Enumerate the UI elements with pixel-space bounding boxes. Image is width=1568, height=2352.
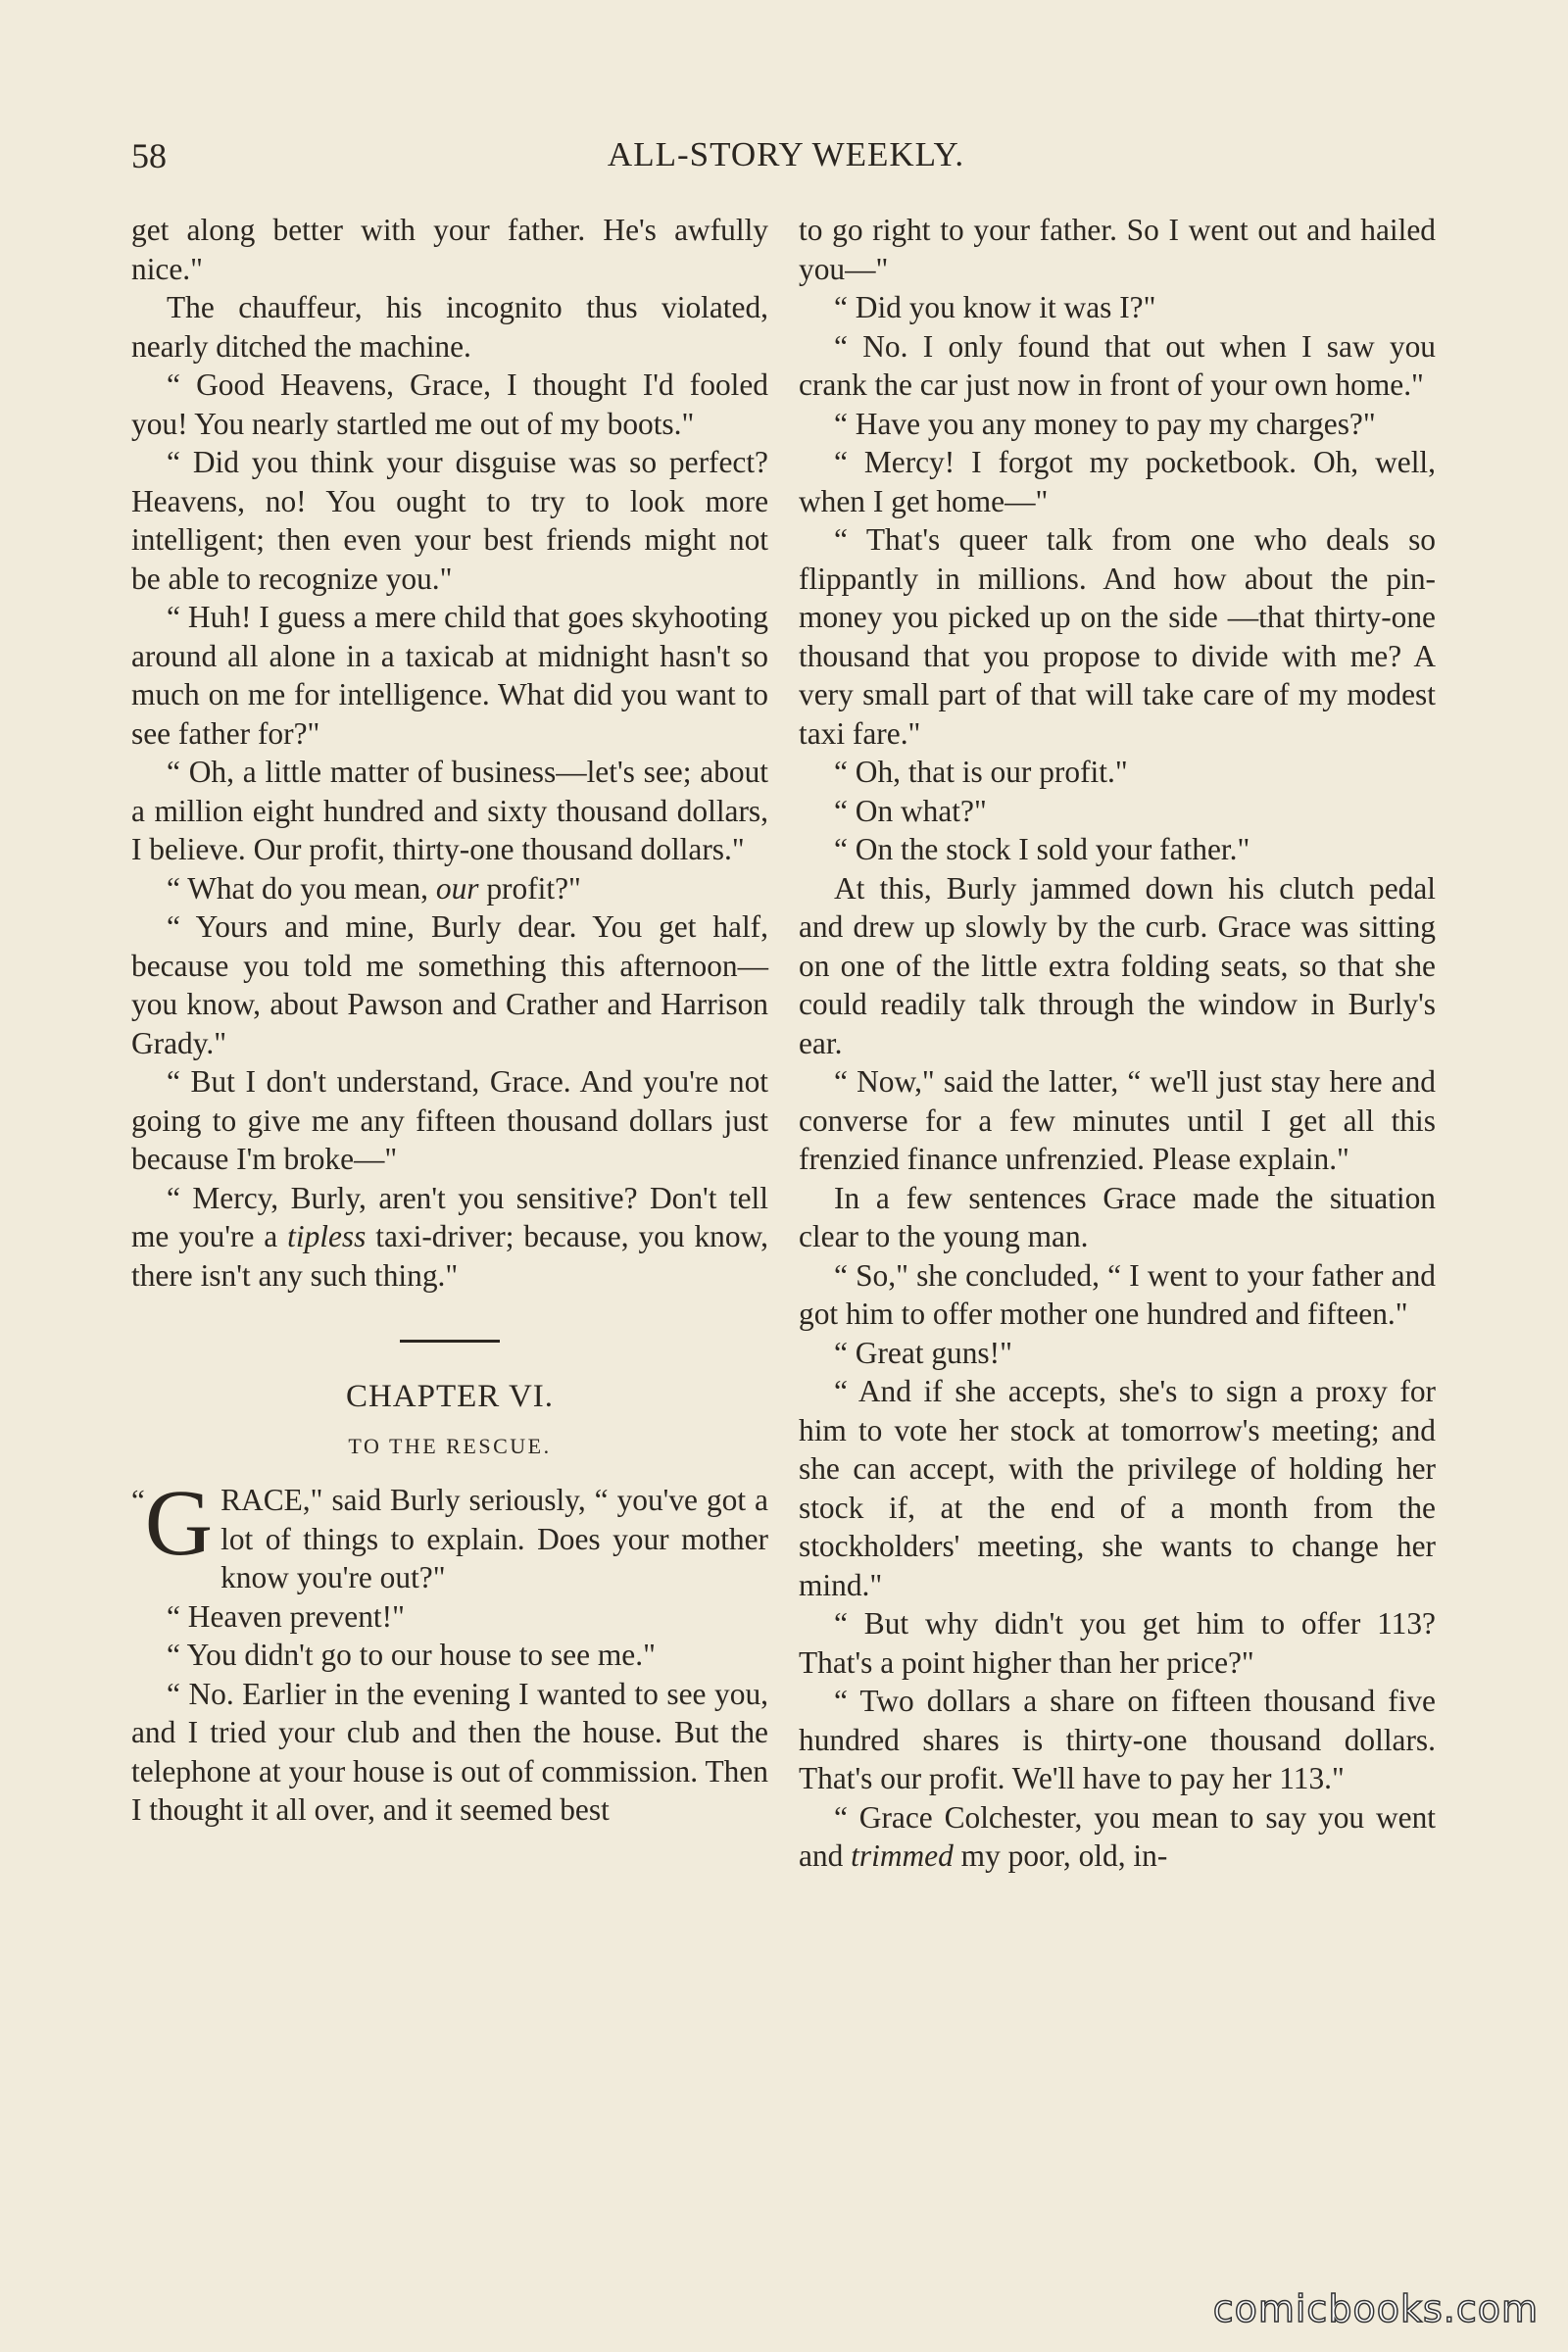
paragraph: “ You didn't go to our house to see me." (167, 1638, 656, 1672)
left-column (131, 211, 768, 1830)
section-divider (400, 1340, 500, 1343)
drop-cap: G (144, 1470, 214, 1575)
paragraph: “ Did you know it was I?" (834, 290, 1156, 324)
running-title: ALL-STORY WEEKLY. (607, 135, 965, 173)
paragraph-text: “ Mercy, Burly, aren't you sensitive? Don't tell me you're a (131, 1180, 768, 1253)
paragraph: “ But why didn't you get him to offer 113? That's a point higher than her price?" (799, 1606, 1436, 1680)
paragraph: “ Yours and mine, Burly dear. You get half, because you told me something this afternoon—you know, about Pawson and Crather and Harrison Grady." (131, 909, 768, 1060)
paragraph (799, 1798, 1436, 1876)
paragraph: “ But I don't understand, Grace. And you're not going to give me any fifteen thousand dollars just because I'm broke—" (131, 1064, 768, 1176)
opening-quote: “ (131, 1483, 145, 1517)
emphasis-text: trimmed (851, 1838, 954, 1873)
paragraph: At this, Burly jammed down his clutch pedal and drew up slowly by the curb. Grace was sitting on one of the little extra folding seats, so that she could readily talk through the window in Burly's ear. (799, 870, 1436, 1060)
paragraph: “ Did you think your disguise was so perfect? Heavens, no! You ought to try to look more intelligent; then even your best friends might not be able to recognize you." (131, 445, 768, 596)
right-column (799, 211, 1436, 1876)
chapter-opening-paragraph (131, 1470, 768, 1597)
paragraph: to go right to your father. So I went out and hailed you—" (799, 213, 1436, 286)
paragraph: “ Mercy! I forgot my pocketbook. Oh, well, when I get home—" (799, 445, 1436, 518)
paragraph: “ Huh! I guess a mere child that goes skyhooting around all alone in a taxicab at midnight hasn't so much on me for intelligence. What did you want to see father for?" (131, 600, 768, 751)
watermark: comicbooks.com (1212, 2287, 1539, 2330)
chapter-subtitle: TO THE RESCUE. (348, 1433, 552, 1458)
chapter-title: CHAPTER VI. (345, 1379, 555, 1414)
paragraph: “ Oh, a little matter of business—let's see; about a million eight hundred and sixty thousand dollars, I believe. Our profit, thirty-one thousand dollars." (131, 755, 768, 866)
paragraph: “ Good Heavens, Grace, I thought I'd fooled you! You nearly startled me out of my boots." (131, 368, 768, 441)
paragraph: “ No. I only found that out when I saw you crank the car just now in front of your own home." (799, 328, 1436, 402)
paragraph: “ Oh, that is our profit." (834, 755, 1128, 789)
paragraph-text: my poor, old, in- (953, 1838, 1168, 1873)
paragraph (131, 869, 768, 908)
paragraph: “ Heaven prevent!" (167, 1598, 405, 1634)
paragraph: “ And if she accepts, she's to sign a proxy for him to vote her stock at tomorrow's meeting; and she can accept, with the privilege of holding her stock if, at the end of a month from the stockholders' meeting, she wants to change her mind." (799, 1374, 1436, 1602)
emphasis-text: tipless (287, 1219, 367, 1253)
emphasis-text: our (435, 870, 479, 906)
paragraph-text: “ Grace Colchester, you mean to say you went and (799, 1799, 1436, 1873)
paragraph: “ Now," said the latter, “ we'll just stay here and converse for a few minutes until I get all this frenzied finance unfrenzied. Please explain." (799, 1064, 1436, 1176)
paragraph-text: “ What do you mean, (167, 870, 436, 906)
paragraph: get along better with your father. He's awfully nice." (131, 213, 768, 286)
paragraph: The chauffeur, his incognito thus violated, nearly ditched the machine. (131, 290, 768, 364)
page-header (131, 135, 1441, 184)
paragraph: “ No. Earlier in the evening I wanted to see you, and I tried your club and then the house. But the telephone at your house is out of commission. Then I thought it all over, and it seemed best (131, 1676, 768, 1827)
paragraph: “ Great guns!" (834, 1335, 1012, 1370)
paragraph: “ On the stock I sold your father." (834, 832, 1250, 866)
paragraph-text: RACE," said Burly seriously, “ you've got a lot of things to explain. Does your mother know you're out?" (220, 1483, 768, 1594)
paragraph: “ So," she concluded, “ I went to your father and got him to offer mother one hundred and fifteen." (799, 1257, 1436, 1331)
paragraph: “ Have you any money to pay my charges?" (834, 406, 1376, 441)
paragraph (131, 1179, 768, 1296)
paragraph: “ Two dollars a share on fifteen thousand five hundred shares is thirty-one thousand dollars. That's our profit. We'll have to pay her 113." (799, 1684, 1436, 1795)
page-number: 58 (131, 136, 167, 175)
paragraph-text: taxi-driver; because, you know, there isn't any such thing." (131, 1219, 769, 1293)
paragraph: “ That's queer talk from one who deals so flippantly in millions. And how about the pin-money you picked up on the side —that thirty-one thousand that you propose to divide with me? A very small part of that will take care of my modest taxi fare." (799, 522, 1436, 751)
paragraph-text: profit?" (478, 870, 581, 906)
paragraph: “ On what?" (834, 793, 987, 828)
paragraph: In a few sentences Grace made the situation clear to the young man. (799, 1180, 1436, 1253)
